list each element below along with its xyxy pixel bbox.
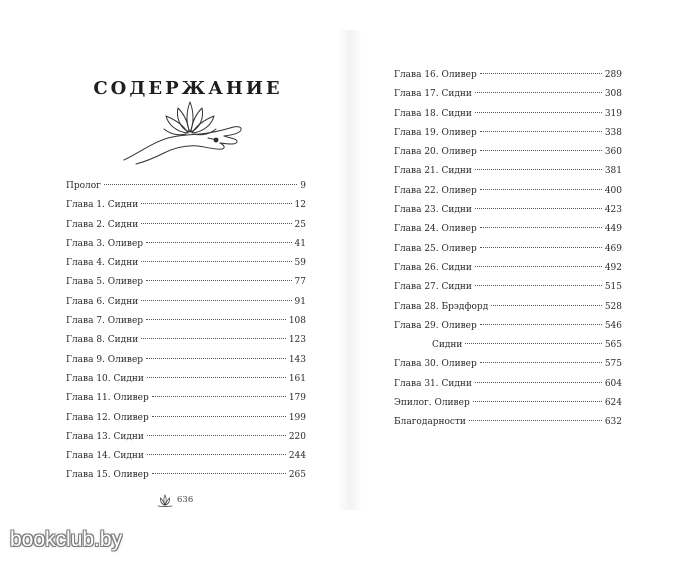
dot-leader xyxy=(480,149,602,151)
toc-entry-title: Пролог xyxy=(66,181,101,191)
toc-entry[interactable] xyxy=(394,220,622,239)
toc-entry-title: Глава 31. Сидни xyxy=(394,378,472,389)
toc-entry[interactable] xyxy=(66,293,306,312)
toc-entry-page: 528 xyxy=(604,301,622,312)
toc-entry[interactable] xyxy=(394,85,622,104)
toc-entry-title: Глава 24. Оливер xyxy=(394,224,477,235)
dot-leader xyxy=(475,284,602,286)
toc-entry-page: 515 xyxy=(604,282,622,293)
toc-entry-title: Глава 1. Сидни xyxy=(66,200,139,211)
toc-entry-page: 604 xyxy=(604,378,622,389)
toc-entry-page: 632 xyxy=(604,417,622,428)
toc-entry-title: Глава 16. Оливер xyxy=(394,70,477,80)
dot-leader xyxy=(475,168,602,170)
toc-entry[interactable] xyxy=(66,447,306,466)
toc-entry-title: Глава 13. Сидни xyxy=(66,431,144,442)
toc-entry-page: 319 xyxy=(604,108,622,119)
dot-leader xyxy=(141,202,291,204)
toc-entry-title: Глава 11. Оливер xyxy=(66,393,149,404)
toc-entry-title: Глава 2. Сидни xyxy=(66,219,139,230)
dot-leader xyxy=(104,183,297,185)
toc-entry-title: Глава 6. Сидни xyxy=(66,296,139,307)
toc-entry-title: Глава 14. Сидни xyxy=(66,451,144,462)
dot-leader xyxy=(146,357,286,359)
toc-entry-page: 25 xyxy=(294,219,306,230)
toc-entry[interactable] xyxy=(66,409,306,428)
toc-entry-title: Глава 5. Оливер xyxy=(66,277,144,288)
toc-entry-title: Глава 20. Оливер xyxy=(394,147,477,158)
toc-entry[interactable] xyxy=(394,105,622,124)
toc-entry-title: Благодарности xyxy=(394,417,466,428)
toc-entry-page: 12 xyxy=(294,200,306,211)
toc-entry-page: 59 xyxy=(294,258,306,269)
dot-leader xyxy=(141,260,291,262)
toc-entry-title: Глава 27. Сидни xyxy=(394,282,472,293)
toc-entry[interactable] xyxy=(394,413,622,432)
toc-entry[interactable] xyxy=(66,273,306,292)
toc-entry[interactable] xyxy=(394,201,622,220)
toc-entry[interactable] xyxy=(66,466,306,485)
toc-entry-title: Глава 21. Сидни xyxy=(394,166,472,177)
toc-entry-title: Глава 23. Сидни xyxy=(394,205,472,216)
toc-entry[interactable] xyxy=(394,355,622,374)
dot-leader xyxy=(473,400,602,402)
toc-list-left xyxy=(66,177,306,486)
toc-entry-title: Глава 4. Сидни xyxy=(66,258,139,269)
toc-entry-page: 381 xyxy=(604,166,622,177)
dot-leader xyxy=(475,111,602,113)
dot-leader xyxy=(480,72,602,74)
toc-entry[interactable] xyxy=(66,351,306,370)
dot-leader xyxy=(480,323,602,325)
dot-leader xyxy=(146,279,292,281)
toc-entry-page: 289 xyxy=(604,70,622,80)
dot-leader xyxy=(475,265,602,267)
dot-leader xyxy=(147,376,286,378)
toc-entry-page: 546 xyxy=(604,320,622,331)
toc-entry-title: Глава 19. Оливер xyxy=(394,127,477,138)
dot-leader xyxy=(475,91,602,93)
toc-entry-page: 91 xyxy=(294,296,306,307)
toc-entry-title: Глава 15. Оливер xyxy=(66,470,149,481)
right-page xyxy=(350,0,700,563)
toc-entry-page: 624 xyxy=(604,398,622,409)
toc-entry-page: 423 xyxy=(604,205,622,216)
toc-entry-title: Глава 26. Сидни xyxy=(394,262,472,273)
dot-leader xyxy=(152,415,286,417)
toc-entry-title: Глава 18. Сидни xyxy=(394,108,472,119)
dot-leader xyxy=(152,472,286,474)
toc-entry-title: Сидни xyxy=(432,340,463,351)
dot-leader xyxy=(480,361,602,363)
toc-entry[interactable] xyxy=(394,259,622,278)
toc-entry[interactable] xyxy=(66,312,306,331)
toc-entry-page: 449 xyxy=(604,224,622,235)
dot-leader xyxy=(465,342,601,344)
toc-entry-title: Глава 10. Сидни xyxy=(66,373,144,384)
dot-leader xyxy=(475,381,602,383)
toc-entry-page: 9 xyxy=(300,181,306,191)
lotus-ornament-icon xyxy=(155,494,175,508)
toc-entry[interactable] xyxy=(394,278,622,297)
toc-entry-title: Глава 22. Оливер xyxy=(394,185,477,196)
toc-entry-page: 199 xyxy=(288,412,306,423)
toc-entry[interactable] xyxy=(66,428,306,447)
contents-title: СОДЕРЖАНИЕ xyxy=(93,78,283,100)
toc-entry[interactable] xyxy=(394,66,622,85)
page-number: 636 xyxy=(177,495,194,505)
dot-leader xyxy=(152,395,286,397)
toc-entry-page: 108 xyxy=(288,316,306,327)
toc-entry[interactable] xyxy=(394,375,622,394)
toc-entry[interactable] xyxy=(394,240,622,259)
toc-entry-page: 565 xyxy=(604,340,622,351)
toc-entry-title: Глава 12. Оливер xyxy=(66,412,149,423)
toc-entry-page: 220 xyxy=(288,431,306,442)
dot-leader xyxy=(146,241,292,243)
toc-entry-page: 360 xyxy=(604,147,622,158)
toc-entry-page: 265 xyxy=(288,470,306,481)
toc-entry-page: 469 xyxy=(604,243,622,254)
dot-leader xyxy=(141,222,291,224)
toc-entry-title: Глава 3. Оливер xyxy=(66,238,144,249)
toc-entry[interactable] xyxy=(394,298,622,317)
toc-entry[interactable] xyxy=(394,182,622,201)
toc-entry[interactable] xyxy=(394,162,622,181)
toc-entry[interactable] xyxy=(66,216,306,235)
toc-entry[interactable] xyxy=(66,389,306,408)
toc-entry-title: Глава 9. Оливер xyxy=(66,354,144,365)
folio xyxy=(155,494,215,510)
toc-entry-title: Глава 7. Оливер xyxy=(66,316,144,327)
dot-leader xyxy=(480,246,602,248)
toc-entry[interactable] xyxy=(394,394,622,413)
toc-entry[interactable] xyxy=(66,196,306,215)
dot-leader xyxy=(480,130,602,132)
toc-entry-title: Глава 30. Оливер xyxy=(394,359,477,370)
dot-leader xyxy=(141,299,291,301)
site-watermark: bookclub.by xyxy=(10,528,123,551)
toc-list-right xyxy=(394,66,622,433)
toc-entry-page: 492 xyxy=(604,262,622,273)
toc-entry-page: 575 xyxy=(604,359,622,370)
toc-entry[interactable] xyxy=(66,235,306,254)
toc-entry[interactable] xyxy=(394,143,622,162)
toc-entry-page: 143 xyxy=(288,354,306,365)
toc-entry[interactable] xyxy=(394,317,622,336)
toc-entry-page: 77 xyxy=(294,277,306,288)
toc-entry-title: Глава 17. Сидни xyxy=(394,89,472,100)
dot-leader xyxy=(146,318,286,320)
dot-leader xyxy=(147,453,286,455)
toc-entry-subsection[interactable] xyxy=(394,336,622,355)
toc-entry-title: Глава 25. Оливер xyxy=(394,243,477,254)
dot-leader xyxy=(491,304,602,306)
dot-leader xyxy=(147,434,286,436)
toc-entry[interactable] xyxy=(66,254,306,273)
toc-entry-title: Глава 29. Оливер xyxy=(394,320,477,331)
toc-entry-page: 308 xyxy=(604,89,622,100)
toc-entry[interactable] xyxy=(66,177,306,196)
toc-entry[interactable] xyxy=(66,331,306,350)
toc-entry-page: 123 xyxy=(288,335,306,346)
hand-lotus-illustration xyxy=(120,98,260,166)
dot-leader xyxy=(480,226,602,228)
toc-entry-page: 41 xyxy=(294,238,306,249)
toc-entry-page: 338 xyxy=(604,127,622,138)
toc-entry-page: 244 xyxy=(288,451,306,462)
dot-leader xyxy=(469,419,602,421)
toc-entry-title: Глава 28. Брэдфорд xyxy=(394,301,489,312)
toc-entry-page: 400 xyxy=(604,185,622,196)
toc-entry[interactable] xyxy=(66,370,306,389)
toc-entry-page: 161 xyxy=(288,373,306,384)
toc-entry-page: 179 xyxy=(288,393,306,404)
toc-entry-title: Глава 8. Сидни xyxy=(66,335,139,346)
dot-leader xyxy=(480,188,602,190)
dot-leader xyxy=(141,337,286,339)
dot-leader xyxy=(475,207,602,209)
toc-entry-title: Эпилог. Оливер xyxy=(394,398,470,409)
toc-entry[interactable] xyxy=(394,124,622,143)
